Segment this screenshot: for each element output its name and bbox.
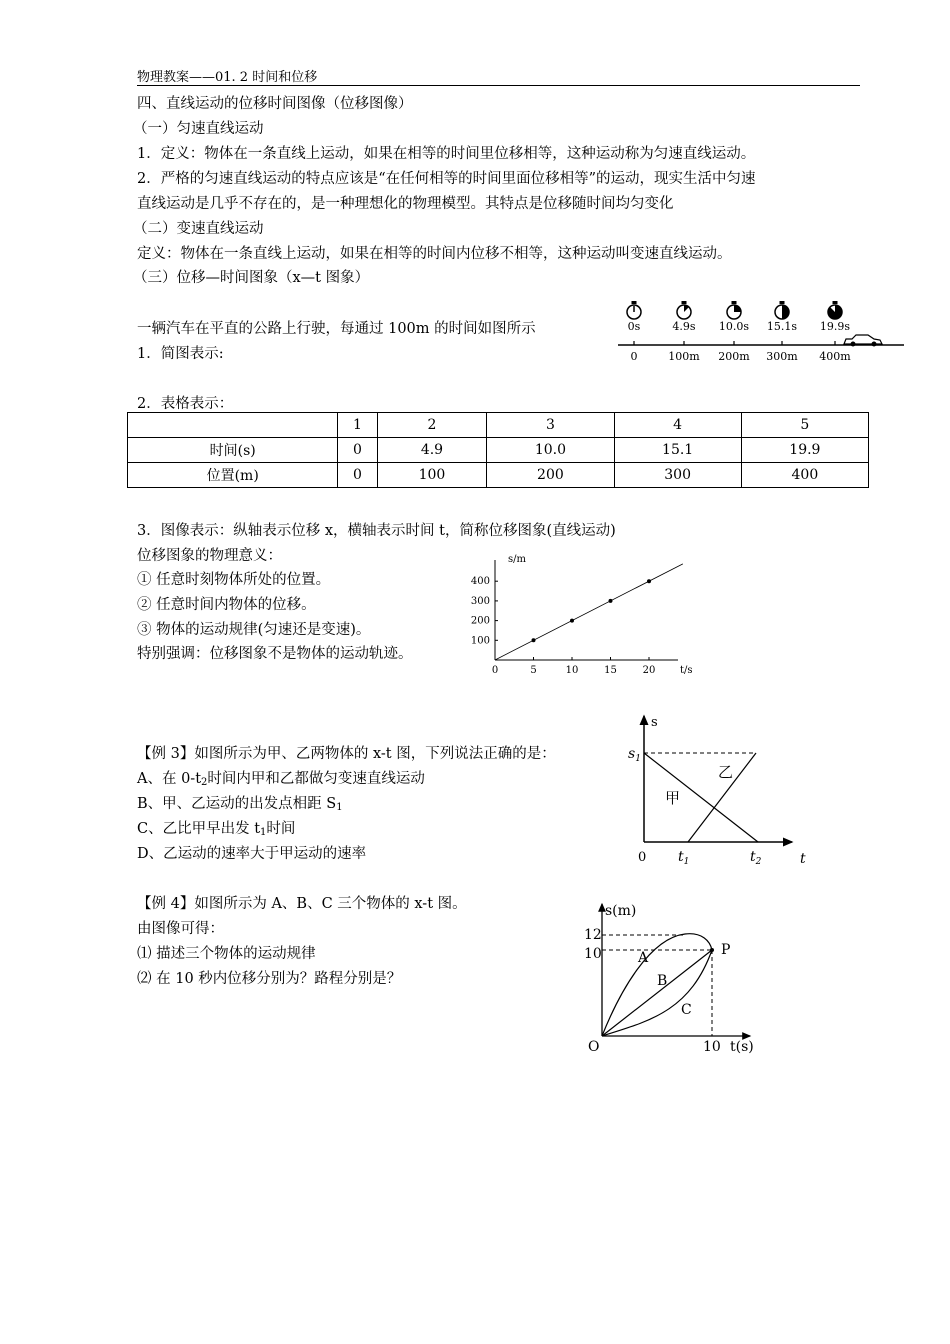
stopwatch-icon: [627, 301, 641, 319]
example4-graph: [580, 896, 780, 1056]
example4-intro: 由图像可得：: [137, 921, 224, 937]
origin-label: 0: [638, 850, 647, 865]
subheading-xt-graph: （三）位移—时间图象（x—t 图象）: [133, 270, 370, 286]
definition-variable: 定义：物体在一条直线上运动，如果在相等的时间内位移不相等，这种运动叫变速直线运动。: [137, 246, 732, 262]
stopwatch-time: 15.1s: [766, 320, 798, 333]
subheading-uniform: （一）匀速直线运动: [133, 121, 264, 137]
table-cell: [128, 413, 338, 438]
s-axis-label: s(m): [605, 903, 637, 919]
position-label: 0: [630, 350, 638, 363]
y-tick-label: 100: [470, 635, 490, 647]
stopwatch-time: 10.0s: [718, 320, 750, 333]
t-axis-label: t(s): [730, 1039, 754, 1055]
jia-label: 甲: [665, 789, 681, 807]
x-tick-label: 5: [530, 665, 537, 676]
option-text: C、乙比甲早出发 t: [137, 821, 261, 837]
example3-option-d: D、乙运动的速率大于甲运动的速率: [137, 846, 367, 862]
s-axis-label: s: [651, 715, 658, 730]
y-tick-label: 300: [470, 595, 490, 607]
x-tick-label: 10: [565, 665, 579, 676]
option-text: 时间: [266, 821, 296, 837]
table-row: [128, 413, 869, 438]
stopwatch-time: 4.9s: [672, 320, 696, 333]
x-tick-label: 0: [491, 665, 499, 676]
table-cell: 300: [614, 463, 741, 488]
meaning-2: ② 任意时间内物体的位移。: [137, 597, 316, 613]
y-axis-label: s/m: [508, 554, 526, 565]
table-cell: 4.9: [377, 438, 487, 463]
label-b: B: [657, 973, 668, 989]
example3-title: 【例 3】如图所示为甲、乙两物体的 x-t 图，下列说法正确的是：: [137, 746, 556, 762]
option-text: B、甲、乙运动的出发点相距 S: [137, 796, 337, 812]
label-a: A: [638, 950, 649, 966]
stopwatch-time: 0s: [627, 320, 641, 333]
paragraph-strict-a: 2．严格的匀速直线运动的特点应该是“在任何相等的时间里面位移相等”的运动，现实生活中匀速: [137, 171, 756, 187]
s1-label: $s_1$: [628, 746, 641, 764]
example4-question-2: ⑵ 在 10 秒内位移分别为？路程分别是？: [137, 971, 402, 987]
example3-option-a: [137, 767, 425, 788]
subscript: 2: [201, 777, 208, 788]
table-cell: 2: [377, 413, 487, 438]
x-tick-10: 10: [703, 1039, 721, 1055]
stopwatch-time: 19.9s: [819, 320, 851, 333]
header-rule: [137, 85, 860, 86]
y-tick-12: 12: [584, 927, 602, 943]
table-cell: 0: [338, 438, 377, 463]
y-tick-10: 10: [584, 946, 602, 962]
label-c: C: [681, 1002, 692, 1018]
car-description: 一辆汽车在平直的公路上行驶，每通过 100m 的时间如图所示: [137, 321, 536, 337]
data-point: [647, 579, 651, 583]
definition-uniform: 1．定义：物体在一条直线上运动，如果在相等的时间里位移相等，这种运动称为匀速直线运动。: [137, 146, 756, 162]
table-cell: 19.9: [741, 438, 868, 463]
table-cell: 1: [338, 413, 377, 438]
table-cell: 5: [741, 413, 868, 438]
stopwatch-icon: [828, 301, 842, 319]
example3-option-c: [137, 817, 295, 838]
subscript: 1: [336, 802, 343, 813]
stopwatch-figure: [612, 294, 912, 368]
example4-title: 【例 4】如图所示为 A、B、C 三个物体的 x-t 图。: [137, 896, 467, 912]
position-label: 400m: [819, 350, 851, 363]
x-tick-label: 20: [642, 665, 656, 676]
subheading-variable: （二）变速直线运动: [133, 221, 264, 237]
origin-label: O: [588, 1039, 600, 1055]
x-tick-label: 15: [604, 665, 617, 676]
table-cell: 位置(m): [128, 463, 338, 488]
example3-option-b: [137, 792, 343, 813]
label-p: P: [721, 942, 731, 958]
table-cell: 3: [487, 413, 614, 438]
table-cell: 0: [338, 463, 377, 488]
position-time-chart: [460, 548, 710, 680]
meaning-3: ③ 物体的运动规律(匀速还是变速)。: [137, 622, 371, 638]
position-label: 300m: [766, 350, 798, 363]
section-heading: 四、直线运动的位移时间图像（位移图像）: [137, 96, 413, 112]
jia-line: [644, 753, 758, 842]
data-table: [127, 412, 869, 488]
table-row: [128, 463, 869, 488]
stopwatch-icon: [727, 301, 741, 319]
paragraph-strict-b: 直线运动是几乎不存在的，是一种理想化的物理模型。其特点是位移随时间均匀变化: [137, 196, 674, 212]
point-p: [710, 948, 714, 952]
t-axis-label: t: [800, 851, 806, 867]
emphasis-note: 特别强调：位移图象不是物体的运动轨迹。: [137, 646, 413, 662]
table-row: [128, 438, 869, 463]
table-cell: 时间(s): [128, 438, 338, 463]
table-cell: 100: [377, 463, 487, 488]
stopwatch-icon: [775, 301, 789, 319]
line-b: [602, 950, 712, 1036]
subscript: 1: [260, 827, 267, 838]
item-sketch: 1．简图表示:: [137, 346, 224, 362]
item-graph: 3．图像表示：纵轴表示位移 x，横轴表示时间 t，简称位移图象(直线运动): [137, 523, 616, 539]
option-text: A、在 0-t: [137, 771, 202, 787]
y-tick-label: 200: [470, 615, 490, 627]
x-axis-label: t/s: [680, 665, 693, 676]
header-title: 物理教案——01. 2 时间和位移: [137, 70, 318, 85]
table-cell: 10.0: [487, 438, 614, 463]
fit-line: [495, 564, 683, 660]
table-cell: 4: [614, 413, 741, 438]
data-point: [532, 638, 536, 642]
item-table: 2．表格表示：: [137, 396, 234, 412]
stopwatch-icon: [677, 301, 691, 319]
t2-label: $t_2$: [750, 849, 762, 867]
meaning-1: ① 任意时刻物体所处的位置。: [137, 572, 331, 588]
position-label: 200m: [718, 350, 750, 363]
meaning-title: 位移图象的物理意义：: [137, 548, 282, 564]
table-cell: 15.1: [614, 438, 741, 463]
option-text: 时间内甲和乙都做匀变速直线运动: [207, 771, 425, 787]
example4-question-1: ⑴ 描述三个物体的运动规律: [137, 946, 316, 962]
table-cell: 400: [741, 463, 868, 488]
yi-label: 乙: [718, 763, 734, 781]
t1-label: $t_1$: [678, 849, 690, 867]
example3-graph: [620, 706, 820, 876]
table-cell: 200: [487, 463, 614, 488]
data-point: [570, 619, 574, 623]
data-point: [609, 599, 613, 603]
y-tick-label: 400: [470, 576, 490, 588]
position-label: 100m: [668, 350, 700, 363]
